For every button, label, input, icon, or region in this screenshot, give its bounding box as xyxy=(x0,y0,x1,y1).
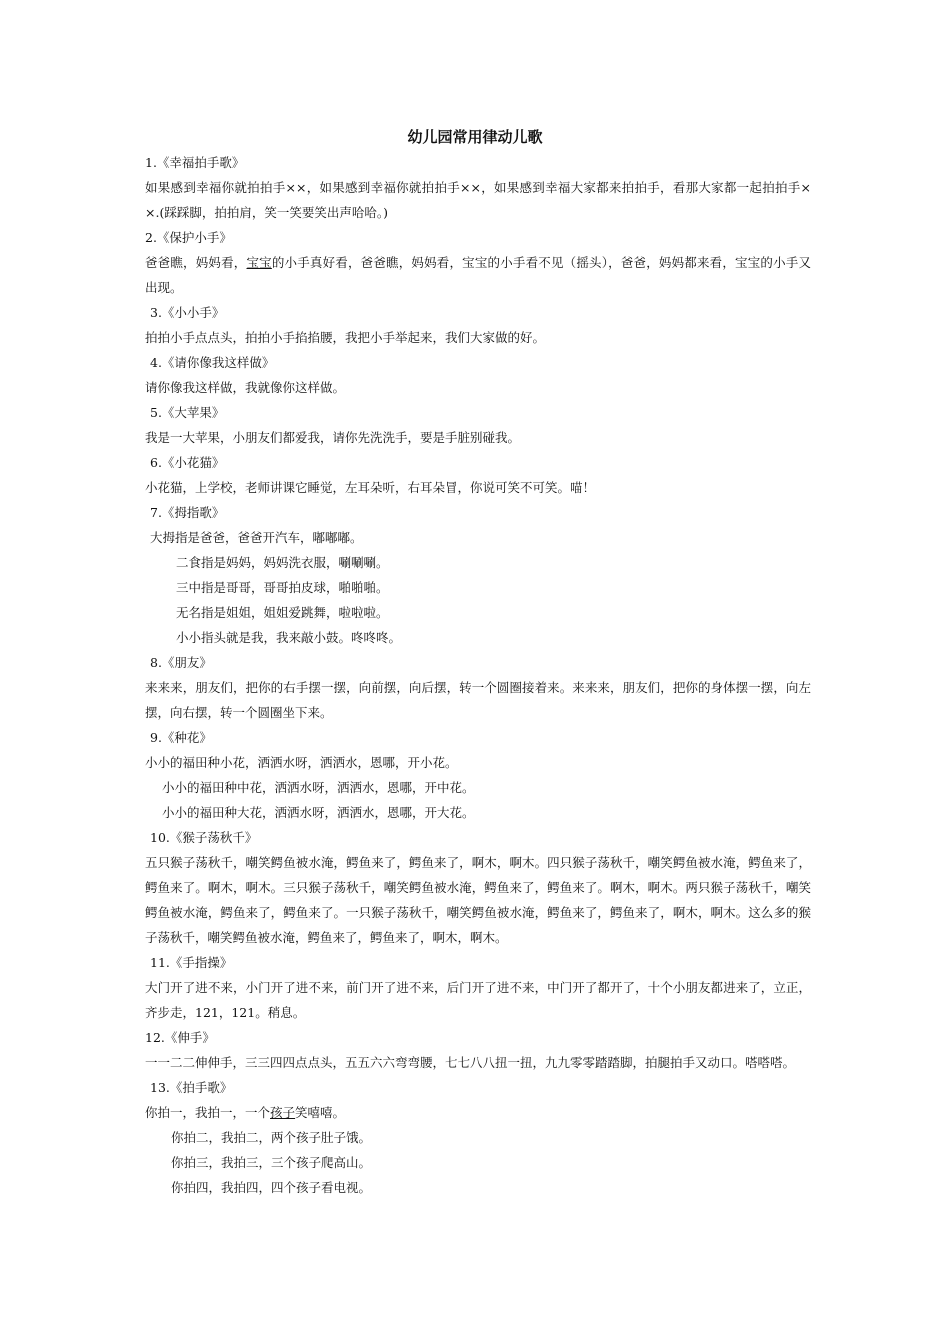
text-segment: 笑嘻嘻。 xyxy=(295,1105,346,1120)
song-line: 小小的福田种大花，洒洒水呀，洒洒水，恩哪，开大花。 xyxy=(162,805,475,820)
song-line xyxy=(145,1100,811,1125)
song-line: 二食指是妈妈，妈妈洗衣服，唰唰唰。 xyxy=(176,555,389,570)
song-heading: 5.《大苹果》 xyxy=(150,405,225,420)
song-text: 五只猴子荡秋千，嘲笑鳄鱼被水淹，鳄鱼来了，鳄鱼来了，啊木，啊木。四只猴子荡秋千，嘲笑鳄鱼被水淹，鳄鱼来了，鳄鱼来了。啊木，啊木。三只猴子荡秋千，嘲笑鳄鱼被水淹，鳄鱼来了，鳄鱼来了。啊木，啊木。两只猴子荡秋千，嘲笑鳄鱼被水淹，鳄鱼来了，鳄鱼来了。一只猴子荡秋千，嘲笑鳄鱼被水淹，鳄鱼来了，鳄鱼来了，啊木，啊木。这么多的猴子荡秋千，嘲笑鳄鱼被水淹，鳄鱼来了，鳄鱼来了，啊木，啊木。 xyxy=(145,855,811,945)
song-line: 你拍二，我拍二，两个孩子肚子饿。 xyxy=(171,1130,372,1145)
song-heading: 2.《保护小手》 xyxy=(145,230,232,245)
text-segment: 你拍一，我拍一，一个 xyxy=(145,1105,271,1120)
song-heading: 13.《拍手歌》 xyxy=(150,1080,233,1095)
song-heading: 8.《朋友》 xyxy=(150,655,212,670)
song-heading: 3.《小小手》 xyxy=(150,305,225,320)
song-heading: 11.《手指操》 xyxy=(150,955,233,970)
song-line: 小小的福田种中花，洒洒水呀，洒洒水，恩哪，开中花。 xyxy=(162,780,475,795)
document-body xyxy=(145,150,811,1200)
song-text: 拍拍小手点点头，拍拍小手掐掐腰，我把小手举起来，我们大家做的好。 xyxy=(145,330,546,345)
song-line: 你拍四，我拍四，四个孩子看电视。 xyxy=(171,1180,372,1195)
song-text: 如果感到幸福你就拍拍手××，如果感到幸福你就拍拍手××，如果感到幸福大家都来拍拍手，看那大家都一起拍拍手××.(踩踩脚，拍拍肩，笑一笑要笑出声哈哈。) xyxy=(145,180,811,220)
song-line: 小小指头就是我，我来敲小鼓。咚咚咚。 xyxy=(176,630,402,645)
song-text xyxy=(145,250,811,300)
underlined-word: 孩子 xyxy=(270,1105,296,1120)
song-text: 请你像我这样做，我就像你这样做。 xyxy=(145,380,346,395)
song-heading: 1.《幸福拍手歌》 xyxy=(145,155,245,170)
song-text: 来来来，朋友们，把你的右手摆一摆，向前摆，向后摆，转一个圆圈接着来。来来来，朋友们，把你的身体摆一摆，向左摆，向右摆，转一个圆圈坐下来。 xyxy=(145,680,811,720)
song-line: 无名指是姐姐，姐姐爱跳舞，啦啦啦。 xyxy=(176,605,389,620)
song-line: 你拍三，我拍三，三个孩子爬高山。 xyxy=(171,1155,372,1170)
text-segment: 的小手真好看，爸爸瞧，妈妈看，宝宝的小手看不见（摇头），爸爸，妈妈都来看，宝宝的小手又出现。 xyxy=(145,255,811,295)
text-segment: 爸爸瞧，妈妈看， xyxy=(145,255,247,270)
song-heading: 6.《小花猫》 xyxy=(150,455,225,470)
underlined-word: 宝宝 xyxy=(246,255,272,270)
song-text: 一一二二伸伸手，三三四四点点头，五五六六弯弯腰，七七八八扭一扭，九九零零踏踏脚，拍腿拍手又动口。嗒嗒嗒。 xyxy=(145,1055,796,1070)
song-line: 小小的福田种小花，洒洒水呀，洒洒水，恩哪，开小花。 xyxy=(145,755,458,770)
song-text: 我是一大苹果，小朋友们都爱我，请你先洗洗手，要是手脏别碰我。 xyxy=(145,430,521,445)
song-text: 大门开了进不来，小门开了进不来，前门开了进不来，后门开了进不来，中门开了都开了，十个小朋友都进来了，立正，齐步走，121，121。稍息。 xyxy=(145,980,811,1020)
song-text: 小花猫，上学校，老师讲课它睡觉，左耳朵听，右耳朵冒，你说可笑不可笑。喵！ xyxy=(145,480,596,495)
song-heading: 10.《猴子荡秋千》 xyxy=(150,830,258,845)
song-heading: 9.《种花》 xyxy=(150,730,212,745)
song-line: 大拇指是爸爸，爸爸开汽车，嘟嘟嘟。 xyxy=(150,530,363,545)
song-heading: 7.《拇指歌》 xyxy=(150,505,225,520)
song-heading: 12.《伸手》 xyxy=(145,1030,215,1045)
song-line: 三中指是哥哥，哥哥拍皮球，啪啪啪。 xyxy=(176,580,389,595)
song-heading: 4.《请你像我这样做》 xyxy=(150,355,275,370)
document-title: 幼儿园常用律动儿歌 xyxy=(407,128,543,146)
